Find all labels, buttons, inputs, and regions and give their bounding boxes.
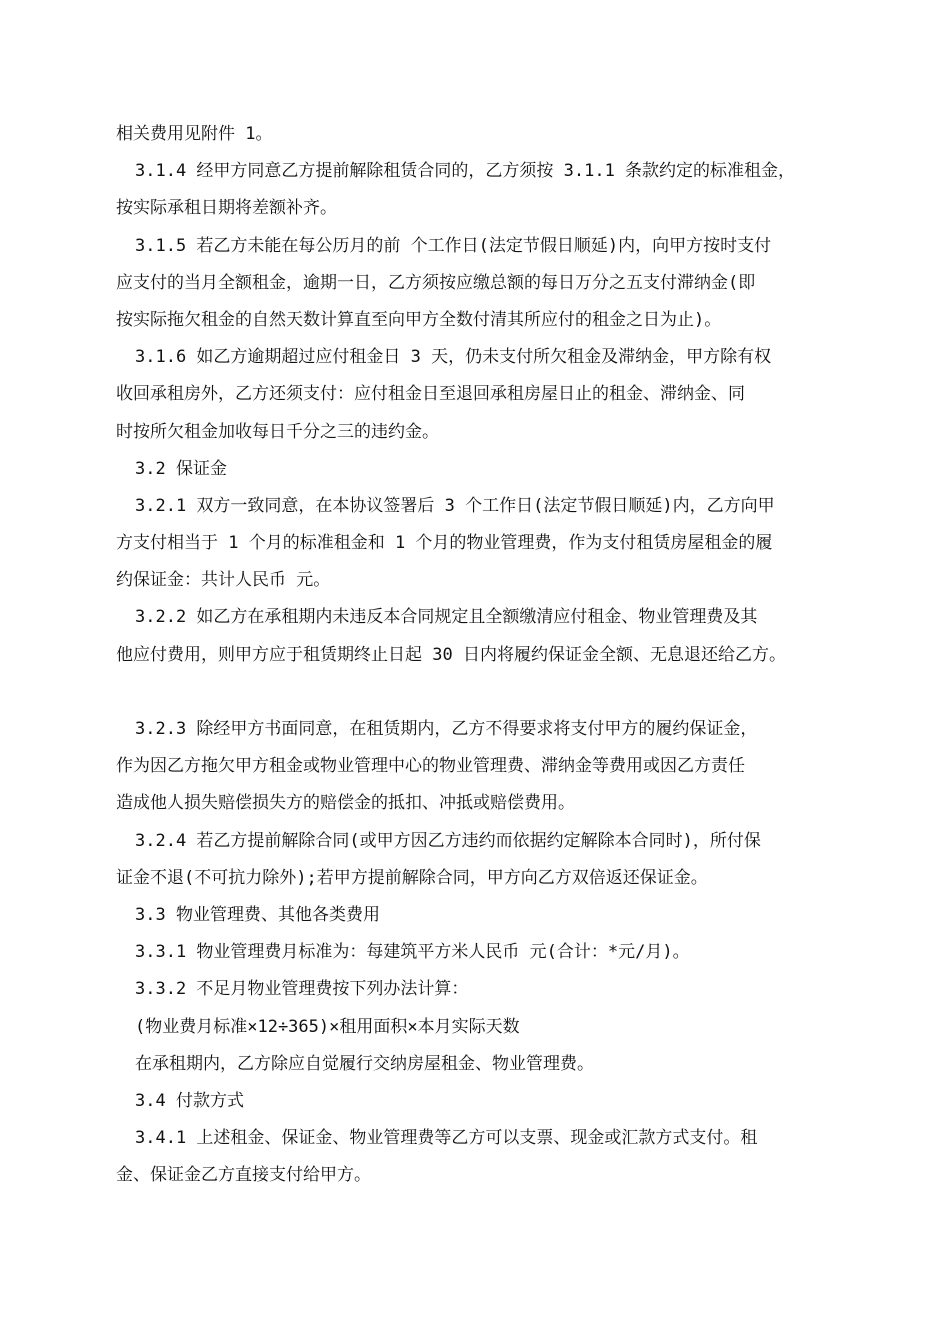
text-line: 按实际拖欠租金的自然天数计算直至向甲方全数付清其所应付的租金之日为止)。 <box>116 309 722 330</box>
blank-line <box>116 674 846 711</box>
text-line: 相关费用见附件 1。 <box>116 124 273 144</box>
text-line-clause-3-1-5: 3.1.5 若乙方未能在每公历月的前 个工作日(法定节假日顺延)内，向甲方按时支付 <box>135 235 772 256</box>
text-line-clause-3-3-1: 3.3.1 物业管理费月标准为：每建筑平方米人民币 元(合计：*元/月)。 <box>135 942 690 963</box>
text-line: 作为因乙方拖欠甲方租金或物业管理中心的物业管理费、滞纳金等费用或因乙方责任 <box>116 756 745 777</box>
formula-line: (物业费月标准×12÷365)×租用面积×本月实际天数 <box>135 1016 520 1037</box>
section-heading-3-4: 3.4 付款方式 <box>135 1090 244 1111</box>
text-line-clause-3-3-2: 3.3.2 不足月物业管理费按下列办法计算： <box>135 979 469 1000</box>
text-line: 收回承租房外，乙方还须支付：应付租金日至退回承租房屋日止的租金、滞纳金、同 <box>116 384 745 405</box>
text-line: 应支付的当月全额租金，逾期一日，乙方须按应缴总额的每日万分之五支付滞纳金(即 <box>116 272 756 293</box>
section-heading-3-2: 3.2 保证金 <box>135 458 227 479</box>
text-line-clause-3-2-4: 3.2.4 若乙方提前解除合同(或甲方因乙方违约而依据约定解除本合同时)，所付保 <box>135 830 761 851</box>
section-heading-3-3: 3.3 物业管理费、其他各类费用 <box>135 904 380 925</box>
text-line-clause-3-2-3: 3.2.3 除经甲方书面同意，在租赁期内，乙方不得要求将支付甲方的履约保证金， <box>135 719 758 739</box>
text-line-clause-3-1-4: 3.1.4 经甲方同意乙方提前解除租赁合同的，乙方须按 3.1.1 条款约定的标准租金， <box>135 161 796 182</box>
text-line: 按实际承租日期将差额补齐。 <box>116 198 337 219</box>
document-body <box>116 116 846 1194</box>
text-line-clause-3-2-1: 3.2.1 双方一致同意，在本协议签署后 3 个工作日(法定节假日顺延)内，乙方向甲 <box>135 495 775 516</box>
text-line: 金、保证金乙方直接支付给甲方。 <box>116 1165 371 1186</box>
text-line: 在承租期内，乙方除应自觉履行交纳房屋租金、物业管理费。 <box>135 1053 594 1074</box>
text-line-clause-3-4-1: 3.4.1 上述租金、保证金、物业管理费等乙方可以支票、现金或汇款方式支付。租 <box>135 1128 758 1149</box>
text-line: 证金不退(不可抗力除外);若甲方提前解除合同，甲方向乙方双倍返还保证金。 <box>116 867 708 888</box>
text-line: 方支付相当于 1 个月的标准租金和 1 个月的物业管理费，作为支付租赁房屋租金的履 <box>116 533 773 554</box>
text-line-clause-3-2-2: 3.2.2 如乙方在承租期内未违反本合同规定且全额缴清应付租金、物业管理费及其 <box>135 607 758 628</box>
text-line: 约保证金：共计人民币 元。 <box>116 570 331 591</box>
text-line: 时按所欠租金加收每日千分之三的违约金。 <box>116 421 439 442</box>
text-line-clause-3-1-6: 3.1.6 如乙方逾期超过应付租金日 3 天，仍未支付所欠租金及滞纳金，甲方除有权 <box>135 347 772 368</box>
text-line: 造成他人损失赔偿损失方的赔偿金的抵扣、冲抵或赔偿费用。 <box>116 793 575 814</box>
text-line: 他应付费用，则甲方应于租赁期终止日起 30 日内将履约保证金全额、无息退还给乙方。 <box>116 644 786 665</box>
